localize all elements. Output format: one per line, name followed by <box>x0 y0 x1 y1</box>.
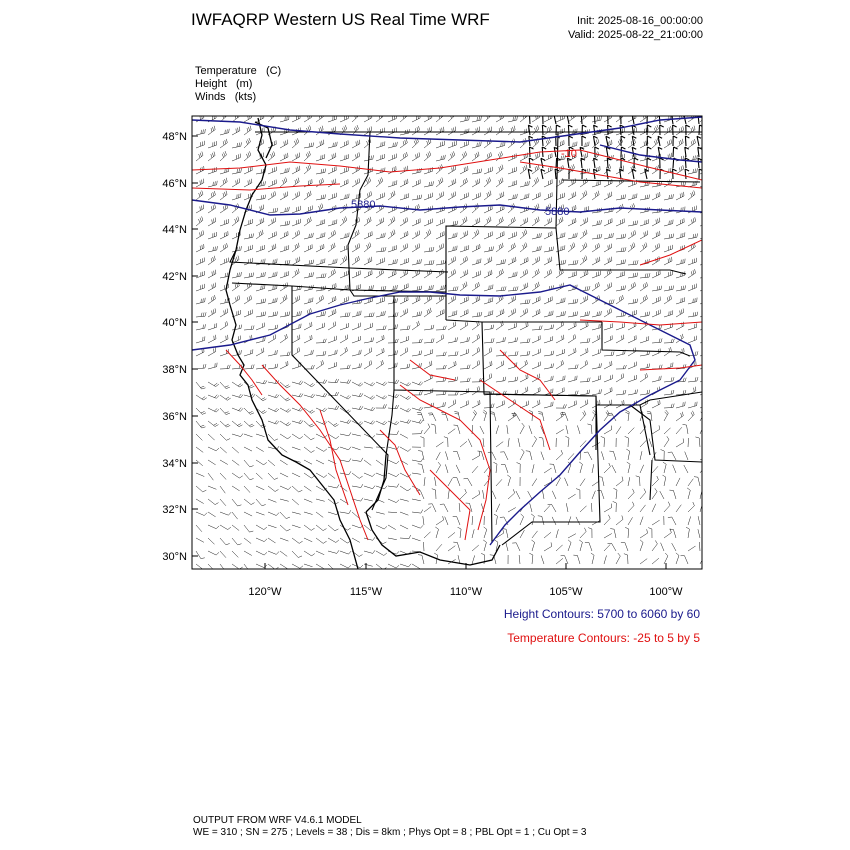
lon-label-100: 100°W <box>649 586 683 598</box>
lon-label-110: 110°W <box>449 586 483 598</box>
lat-label-44: 44°N <box>162 224 187 236</box>
variable-height-unit: (m) <box>235 78 253 90</box>
lon-label-105: 105°W <box>549 586 583 598</box>
lon-label-115: 115°W <box>349 586 383 598</box>
longitude-labels <box>248 586 683 598</box>
footer-settings: WE = 310 ; SN = 275 ; Levels = 38 ; Dis = 8km ; Phys Opt = 8 ; PBL Opt = 1 ; Cu Opt = 3 <box>193 827 587 838</box>
variable-temperature-name: Temperature <box>195 65 257 77</box>
coastline <box>226 118 500 569</box>
height-label-1: 5880 <box>351 199 376 211</box>
init-time: Init: 2025-08-16_00:00:00 <box>577 15 703 27</box>
variable-height <box>195 78 281 91</box>
variable-temperature-unit: (C) <box>265 65 282 77</box>
lat-label-46: 46°N <box>162 178 187 190</box>
lat-label-36: 36°N <box>162 411 187 423</box>
valid-time: Valid: 2025-08-22_21:00:00 <box>568 29 703 41</box>
temperature-contour-legend: Temperature Contours: -25 to 5 by 5 <box>507 631 700 645</box>
plot-title: IWFAQRP Western US Real Time WRF <box>191 10 490 29</box>
time-info <box>568 14 703 42</box>
lat-label-38: 38°N <box>162 364 187 376</box>
footer-model: OUTPUT FROM WRF V4.6.1 MODEL <box>193 815 362 826</box>
variable-list <box>195 65 281 104</box>
variable-temperature <box>195 65 281 78</box>
variable-height-name: Height <box>195 78 227 90</box>
temperature-label-1: -10 <box>561 148 577 160</box>
lat-label-34: 34°N <box>162 458 187 470</box>
state-boundaries <box>230 132 702 545</box>
variable-winds-unit: (kts) <box>234 91 257 103</box>
lat-label-42: 42°N <box>162 271 187 283</box>
lon-label-120: 120°W <box>248 586 282 598</box>
lat-label-32: 32°N <box>162 504 187 516</box>
variable-winds <box>195 91 281 104</box>
latitude-labels <box>162 131 187 563</box>
lat-label-30: 30°N <box>162 551 187 563</box>
model-footer <box>193 815 586 839</box>
lat-label-48: 48°N <box>162 131 187 143</box>
height-label-2: 5880 <box>545 206 570 218</box>
variable-winds-name: Winds <box>195 91 226 103</box>
wind-barb-field-strong <box>528 114 703 179</box>
height-contour-legend: Height Contours: 5700 to 6060 by 60 <box>503 607 700 621</box>
lat-label-40: 40°N <box>162 317 187 329</box>
